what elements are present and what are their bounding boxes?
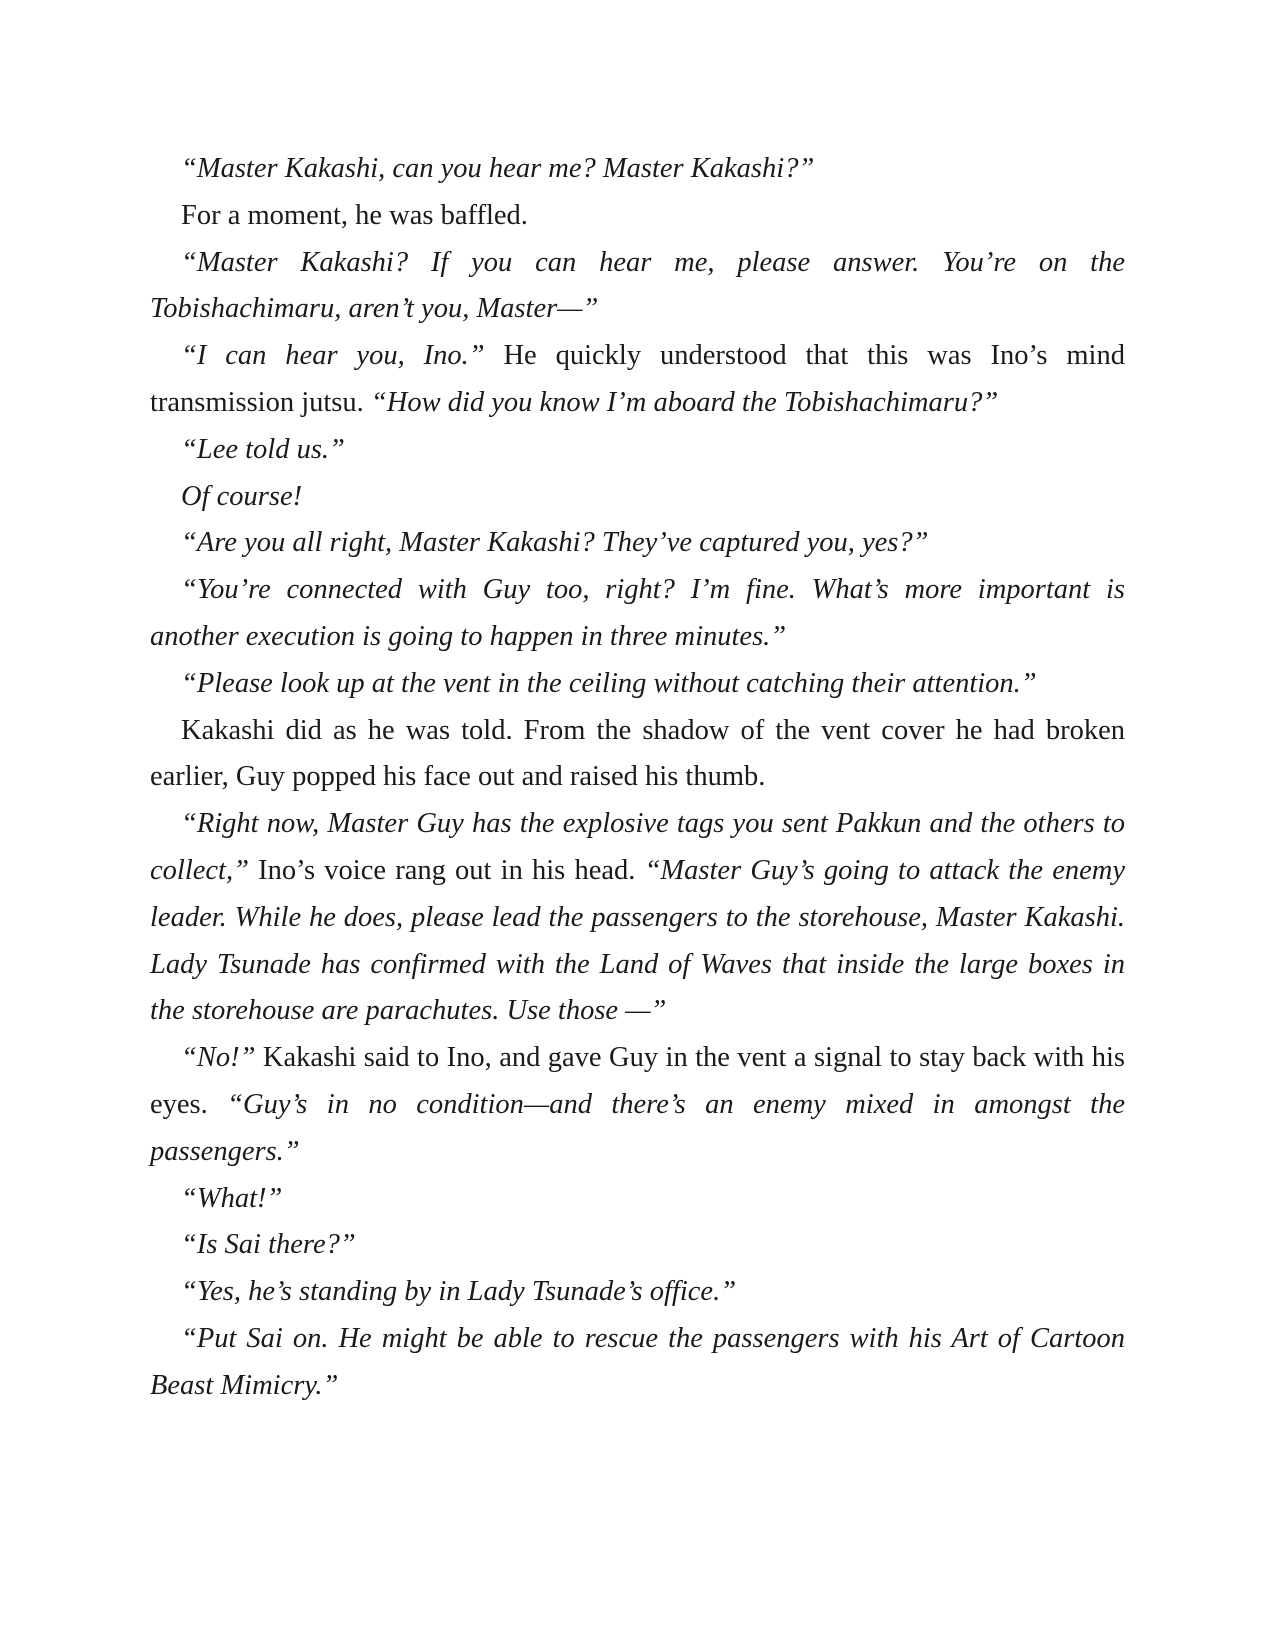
paragraph xyxy=(150,1316,1125,1410)
italic-text-segment: “Put Sai on. He might be able to rescue the passengers with his Art of Cartoon Beast Mimicry.” xyxy=(150,1322,1125,1401)
italic-text-segment: “Are you all right, Master Kakashi? They’ve captured you, yes?” xyxy=(181,527,929,559)
text-segment: Ino’s voice rang out in his head. xyxy=(248,854,645,886)
italic-text-segment: “Please look up at the vent in the ceiling without catching their attention.” xyxy=(181,667,1037,699)
italic-text-segment: “How did you know I’m aboard the Tobishachimaru?” xyxy=(370,386,999,418)
paragraph xyxy=(150,661,1125,708)
italic-text-segment: “Master Kakashi? If you can hear me, please answer. You’re on the Tobishachimaru, aren’t you, Master—” xyxy=(150,246,1125,325)
italic-text-segment: “Right now, Master Guy has the explosive tags you sent Pakkun and the others to collect,” xyxy=(150,808,1125,886)
book-page-body xyxy=(150,146,1125,1410)
paragraph xyxy=(150,1035,1125,1175)
italic-text-segment: “I can hear you, Ino.” xyxy=(181,340,485,372)
italic-text-segment: “Lee told us.” xyxy=(181,433,345,465)
italic-text-segment: “Is Sai there?” xyxy=(181,1229,356,1261)
paragraph xyxy=(150,474,1125,521)
text-segment: Kakashi said to Ino, and gave Guy in the vent a signal to stay back with his eyes. xyxy=(150,1042,1125,1120)
paragraph xyxy=(150,801,1125,1035)
paragraph xyxy=(150,520,1125,567)
italic-text-segment: Of course! xyxy=(181,480,303,512)
paragraph xyxy=(150,567,1125,661)
paragraph xyxy=(150,146,1125,193)
paragraph xyxy=(150,1176,1125,1223)
italic-text-segment: “Master Guy’s going to attack the enemy leader. While he does, please lead the passengers to the storehouse, Master Kakashi. Lady Tsunade has confirmed with the Land of Waves that inside the large boxes in the storehouse are parachutes. Use those —” xyxy=(150,854,1125,1027)
paragraph xyxy=(150,1269,1125,1316)
italic-text-segment: “Yes, he’s standing by in Lady Tsunade’s office.” xyxy=(181,1276,737,1308)
italic-text-segment: “Master Kakashi, can you hear me? Master Kakashi?” xyxy=(181,153,815,184)
italic-text-segment: “What!” xyxy=(181,1182,283,1214)
italic-text-segment: “You’re connected with Guy too, right? I’m fine. What’s more important is another execution is going to happen in three minutes.” xyxy=(150,574,1125,652)
text-segment: Kakashi did as he was told. From the shadow of the vent cover he had broken earlier, Guy popped his face out and raised his thumb. xyxy=(150,714,1125,793)
paragraph xyxy=(150,333,1125,427)
text-segment: For a moment, he was baffled. xyxy=(181,199,528,231)
italic-text-segment: “Guy’s in no condition—and there’s an enemy mixed in amongst the passengers.” xyxy=(150,1088,1125,1167)
paragraph xyxy=(150,240,1125,334)
text-segment: He quickly understood that this was Ino’s mind transmission jutsu. xyxy=(150,340,1125,418)
paragraph xyxy=(150,708,1125,802)
paragraph xyxy=(150,193,1125,240)
paragraph xyxy=(150,427,1125,474)
paragraph xyxy=(150,1222,1125,1269)
italic-text-segment: “No!” xyxy=(181,1042,256,1074)
